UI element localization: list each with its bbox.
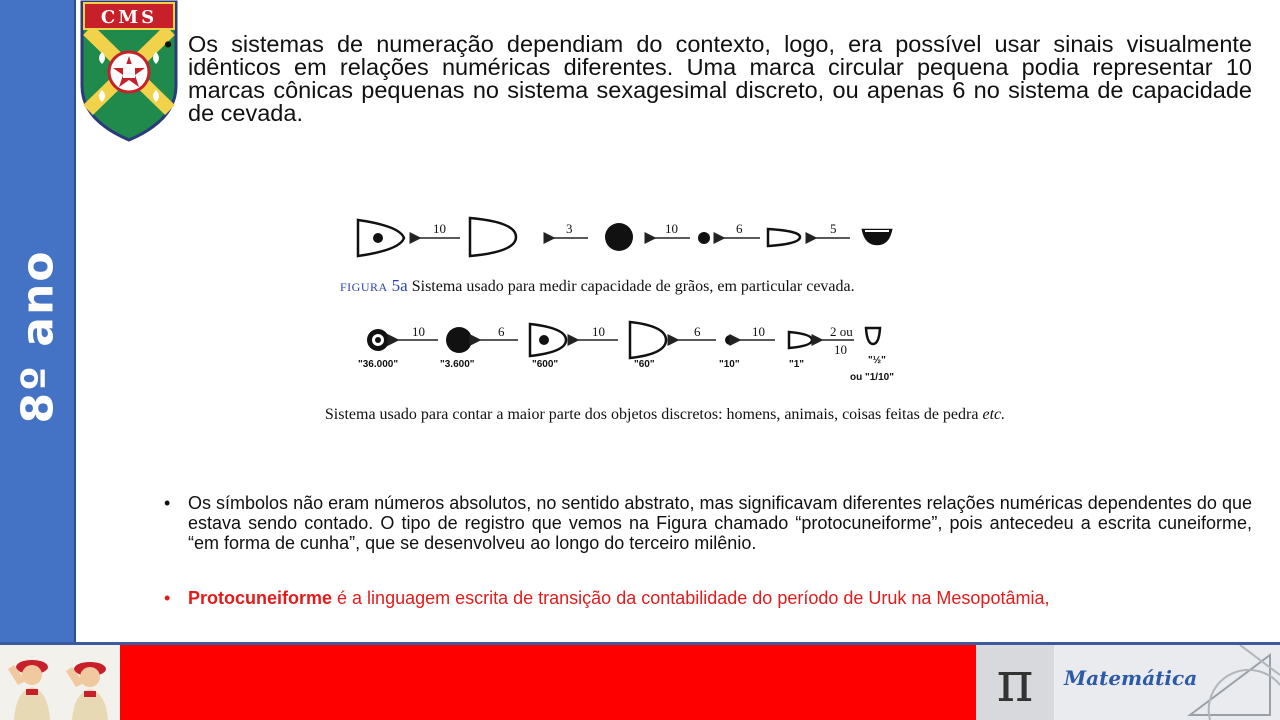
ratio-label: 10 bbox=[412, 324, 425, 339]
grade-label-text: 8º ano bbox=[12, 249, 64, 423]
bullet-dot: • bbox=[164, 31, 173, 57]
ratio-label: 10 bbox=[665, 221, 678, 236]
ratio-label: 5 bbox=[830, 221, 837, 236]
value-label: ou "1/10" bbox=[850, 372, 894, 383]
figure-caption-text: Sistema usado para contar a maior parte dos objetos discretos: homens, animais, coisas feitas de pedra bbox=[324, 406, 983, 423]
value-label: "3.600" bbox=[440, 359, 475, 370]
figure-caption-etc: etc. bbox=[982, 406, 1006, 423]
svg-text:CMS: CMS bbox=[100, 7, 158, 28]
pi-symbol: π bbox=[996, 649, 1034, 715]
bullet-dot: • bbox=[164, 588, 171, 608]
cms-crest-logo bbox=[78, 0, 180, 142]
ratio-label: 10 bbox=[433, 221, 446, 236]
figure-number: 5a bbox=[391, 276, 408, 295]
figure-label: FIGURA bbox=[340, 280, 388, 294]
ratio-label: 6 bbox=[694, 324, 701, 339]
ratio-label: 3 bbox=[566, 221, 573, 236]
bullet-text: Os símbolos não eram números absolutos, no sentido abstrato, mas significavam diferentes relações numéricas dependentes do que estava sendo contado. O tipo de registro que vemos na Figura chamado “protocuneiforme”, pois antecedeu a escrita cuneiforme, “em forma de cunha”, que se desenvolveu ao longo do terceiro milênio. bbox=[188, 493, 1252, 553]
row-discrete-tokens bbox=[367, 322, 880, 358]
value-label: "36.000" bbox=[358, 359, 399, 370]
bullet-numeration-context bbox=[164, 31, 1252, 126]
ratio-label: 10 bbox=[834, 342, 847, 357]
value-label: "10" bbox=[719, 359, 740, 370]
figure-caption-text: Sistema usado para medir capacidade de grãos, em particular cevada. bbox=[407, 278, 855, 295]
ratio-label: 2 ou bbox=[830, 324, 853, 339]
footer-red-band bbox=[120, 645, 976, 720]
value-label: "600" bbox=[532, 359, 559, 370]
value-label: "60" bbox=[634, 359, 655, 370]
bullet-dot: • bbox=[164, 493, 171, 513]
bullet-text: Os sistemas de numeração dependiam do contexto, logo, era possível usar sinais visualmente idênticos em relações numéricas diferentes. Uma marca circular pequena podia representar 10 marcas cônicas pequenas no sistema sexagesimal discreto, ou apenas 6 no sistema de capacidade de cevada. bbox=[188, 31, 1252, 126]
bullet-term: Protocuneiforme bbox=[188, 588, 333, 608]
figure-caption-discrete bbox=[320, 403, 1010, 427]
pi-icon bbox=[976, 645, 1054, 720]
value-label: "½" bbox=[868, 355, 886, 366]
grade-label bbox=[0, 0, 76, 642]
subject-label: Matemática bbox=[1064, 666, 1198, 690]
ratio-label: 10 bbox=[592, 324, 605, 339]
saluting-students-illustration bbox=[0, 645, 120, 720]
ratio-label: 6 bbox=[498, 324, 505, 339]
figure-caption-barley bbox=[340, 276, 855, 296]
ratio-label: 6 bbox=[736, 221, 743, 236]
bullet-text: é a linguagem escrita de transição da contabilidade do período de Uruk na Mesopotâmia, bbox=[332, 588, 1050, 608]
value-label: "1" bbox=[789, 359, 805, 370]
bullet-protocuneiform bbox=[164, 588, 1252, 608]
bullet-symbols-relations bbox=[164, 493, 1252, 553]
ratio-label: 10 bbox=[752, 324, 765, 339]
